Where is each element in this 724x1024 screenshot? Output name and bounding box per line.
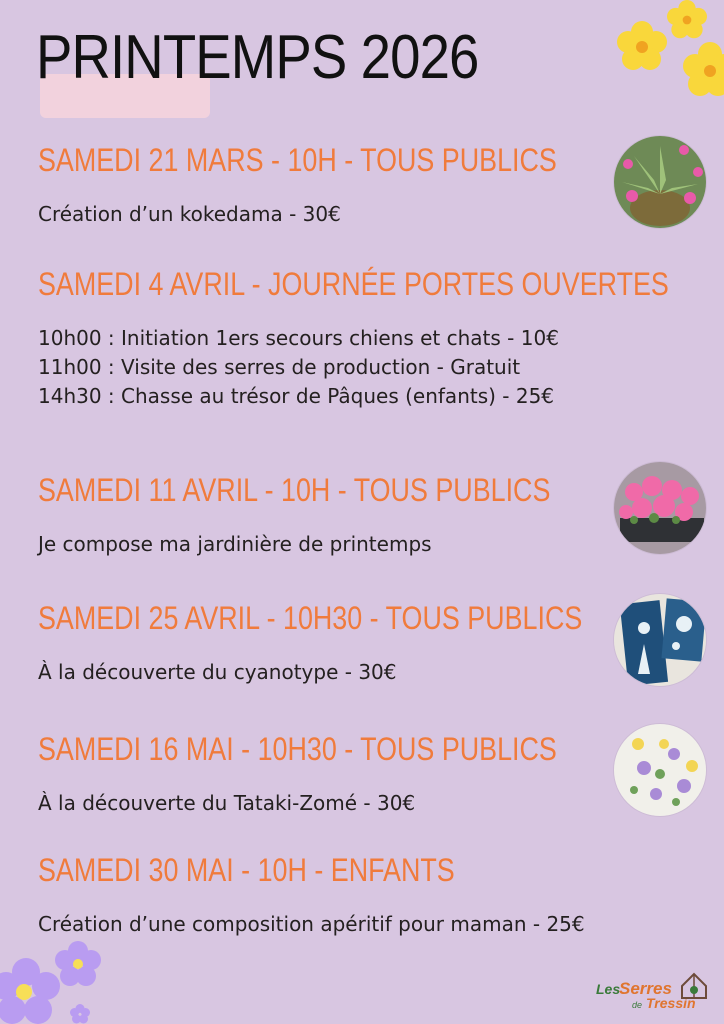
kokedama-plant-photo [614,136,706,228]
title-area [36,22,539,93]
yellow-flower-icon [616,20,668,72]
event-heading: SAMEDI 11 AVRIL - 10H - TOUS PUBLICS [38,472,551,508]
event-line: Création d’une composition apéritif pour maman - 25€ [38,912,585,936]
event-block [38,474,648,559]
brand-logo [594,968,710,1010]
event-line: À la découverte du cyanotype - 30€ [38,660,397,684]
svg-text:de: de [632,1000,643,1010]
event-heading: SAMEDI 16 MAI - 10H30 - TOUS PUBLICS [38,731,557,767]
event-line: 14h30 : Chasse au trésor de Pâques (enfants) - 25€ [38,384,555,408]
purple-flower-icon [60,1004,100,1024]
yellow-flower-icon [680,40,724,106]
event-line: 11h00 : Visite des serres de production - Gratuit [38,355,521,379]
event-block [38,854,585,939]
flower-planter-photo [614,462,706,554]
purple-flower-icon [54,940,102,988]
yellow-flower-icon [664,0,710,40]
event-line: Création d’un kokedama - 30€ [38,202,341,226]
event-heading: SAMEDI 30 MAI - 10H - ENFANTS [38,852,455,888]
event-heading: SAMEDI 25 AVRIL - 10H30 - TOUS PUBLICS [38,600,583,636]
event-heading: SAMEDI 21 MARS - 10H - TOUS PUBLICS [38,142,557,178]
svg-text:Les: Les [596,981,621,997]
page-title: PRINTEMPS 2026 [36,23,479,92]
event-block [38,602,686,687]
event-block [38,733,656,818]
event-block [38,144,656,229]
event-block [38,268,724,411]
svg-text:Tressin: Tressin [646,995,696,1010]
tataki-zome-flowers-photo [614,724,706,816]
event-line: Je compose ma jardinière de printemps [38,532,432,556]
svg-text:Serres: Serres [619,979,672,998]
event-heading: SAMEDI 4 AVRIL - JOURNÉE PORTES OUVERTES [38,266,669,302]
event-line: À la découverte du Tataki-Zomé - 30€ [38,791,416,815]
cyanotype-prints-photo [614,594,706,686]
event-line: 10h00 : Initiation 1ers secours chiens et chats - 10€ [38,326,559,350]
